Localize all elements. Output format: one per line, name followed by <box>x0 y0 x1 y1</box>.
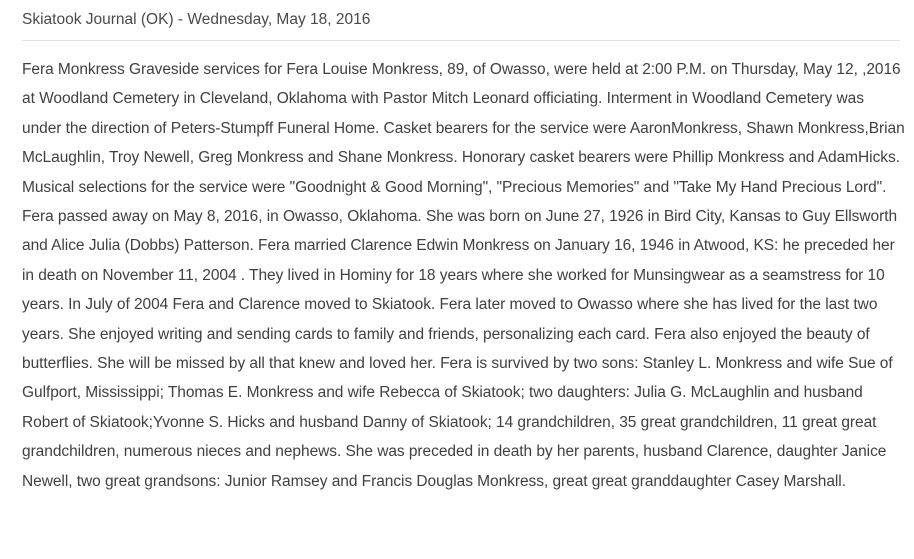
source-line: Skiatook Journal (OK) - Wednesday, May 18, 2016 <box>22 11 371 28</box>
divider <box>22 40 900 41</box>
obituary-text: Fera Monkress Graveside services for Fera Louise Monkress, 89, of Owasso, were held at 2:00 P.M. on Thursday, May 12, ,2016 at Woodland Cemetery in Cleveland, Oklahoma with Pastor Mitch Leonard officiating. Interment in Woodland Cemetery was under the direction of Peters-Stumpff Funeral Home. Casket bearers for the service were AaronMonkress, Shawn Monkress,Brian McLaughlin, Troy Newell, Greg Monkress and Shane Monkress. Honorary casket bearers were Phillip Monkress and AdamHicks. Musical selections for the service were "Goodnight & Good Morning", "Precious Memories" and "Take My Hand Precious Lord". Fera passed away on May 8, 2016, in Owasso, Oklahoma. She was born on June 27, 1926 in Bird City, Kansas to Guy Ellsworth and Alice Julia (Dobbs) Patterson. Fera married Clarence Edwin Monkress on January 16, 1946 in Atwood, KS: he preceded her in death on November 11, 2004 . They lived in Hominy for 18 years where she worked for Munsingwear as a seamstress for 10 years. In July of 2004 Fera and Clarence moved to Skiatook. Fera later moved to Owasso where she has lived for the last two years. She enjoyed writing and sending cards to family and friends, personalizing each card. Fera also enjoyed the beauty of butterflies. She will be missed by all that knew and loved her. Fera is survived by two sons: Stanley L. Monkress and wife Sue of Gulfport, Mississippi; Thomas E. Monkress and wife Rebecca of Skiatook; two daughters: Julia G. McLaughlin and husband Robert of Skiatook;Yvonne S. Hicks and husband Danny of Skiatook; 14 grandchildren, 35 great grandchildren, 11 great great grandchildren, numerous nieces and nephews. She was preceded in death by her parents, husband Clarence, daughter Janice Newell, two great grandsons: Junior Ramsey and Francis Douglas Monkress, great great granddaughter Casey Marshall. <box>22 61 905 490</box>
